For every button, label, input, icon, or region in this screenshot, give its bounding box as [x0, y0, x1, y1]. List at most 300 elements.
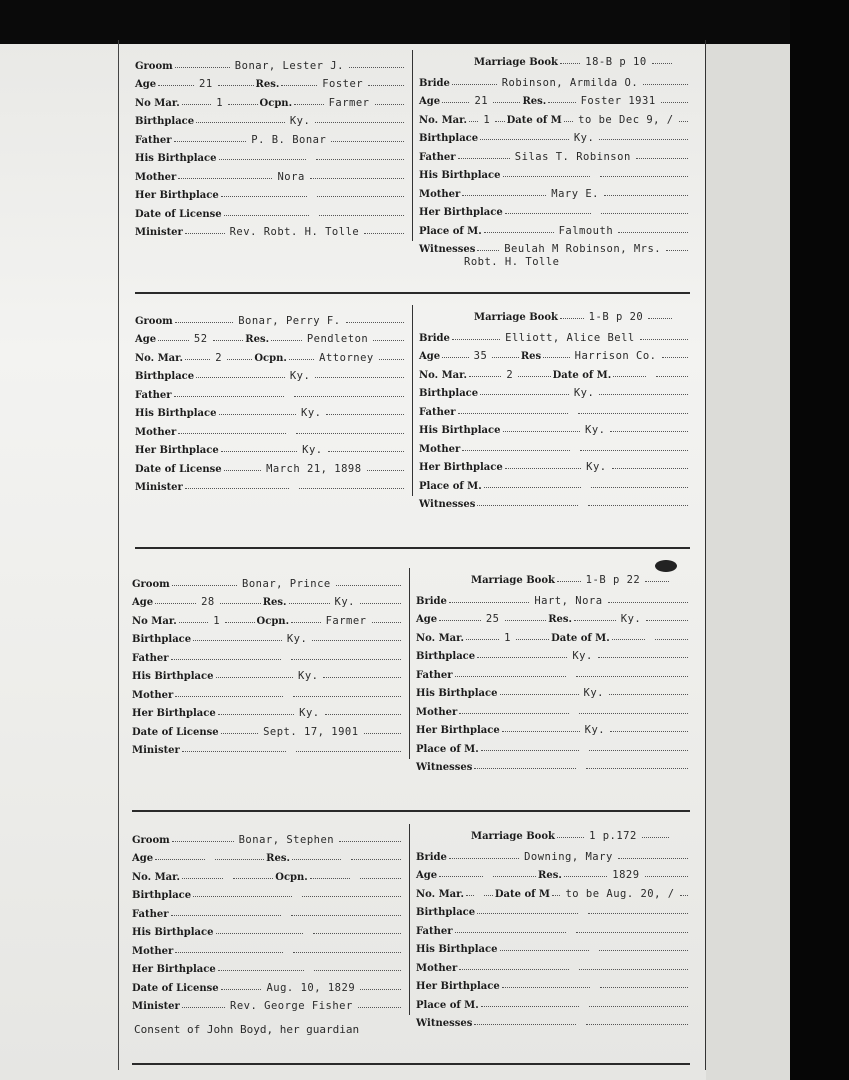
groom-field	[135, 183, 406, 201]
field-label: Birthplace	[135, 371, 195, 383]
field-value: Mary E.	[551, 187, 600, 200]
dotted-leader	[645, 580, 669, 582]
dotted-leader	[368, 84, 404, 86]
field-label: Date of License	[135, 463, 222, 475]
field-value: Bonar, Stephen	[238, 833, 335, 846]
field-value: Foster 1931	[580, 95, 656, 107]
dotted-leader	[462, 194, 546, 196]
dotted-leader	[588, 912, 688, 914]
field-value: Ky.	[302, 444, 323, 457]
dotted-leader	[310, 877, 351, 879]
dotted-leader	[618, 857, 688, 859]
field-label: Date of License	[135, 208, 222, 220]
field-label: Age	[135, 79, 157, 91]
field-label: Age	[135, 334, 157, 346]
field-label: No. Mar.	[416, 632, 464, 644]
dotted-leader	[225, 621, 255, 623]
bride-field	[416, 718, 690, 736]
dotted-leader	[610, 730, 688, 732]
bride-field	[416, 644, 690, 662]
field-label: Mother	[132, 689, 174, 701]
field-label: Father	[132, 908, 169, 920]
field-value: Sept. 17, 1901	[263, 725, 359, 738]
field-value: Pendleton	[306, 333, 369, 346]
dotted-leader	[323, 676, 401, 678]
field-value: to be Aug. 20, /	[565, 887, 675, 900]
field-label: No. Mar.	[419, 369, 467, 381]
bride-field	[419, 71, 690, 89]
field-label: Birthplace	[416, 907, 476, 918]
record-separator	[132, 1063, 690, 1065]
dotted-leader	[636, 157, 688, 159]
field-value: Ky.	[573, 387, 595, 399]
field-value: Ky.	[298, 670, 319, 683]
marriage-book-ref	[471, 568, 671, 586]
dotted-leader	[601, 212, 688, 214]
dotted-leader	[518, 375, 550, 377]
dotted-leader	[618, 231, 688, 233]
bride-field	[419, 455, 690, 473]
book-value: 1 p.172	[589, 830, 637, 842]
groom-field	[132, 976, 403, 994]
field-label: His Birthplace	[132, 927, 214, 939]
groom-field	[132, 865, 403, 883]
bride-field	[419, 474, 690, 492]
dotted-leader	[503, 430, 581, 432]
dotted-leader	[543, 356, 570, 358]
dotted-leader	[289, 358, 314, 360]
field-label: Her Birthplace	[416, 981, 500, 992]
dotted-leader	[502, 986, 590, 988]
field-value: Bonar, Prince	[242, 577, 331, 590]
groom-field	[135, 401, 406, 419]
groom-field	[135, 383, 406, 401]
field-label: Age	[416, 870, 438, 881]
dotted-leader	[679, 120, 688, 122]
field-label: Bride	[416, 595, 447, 607]
bride-field	[419, 237, 690, 255]
dotted-leader	[331, 140, 404, 142]
field-value: Ky.	[289, 115, 311, 128]
dotted-leader	[292, 858, 342, 860]
field-value: Foster	[322, 78, 364, 91]
dotted-leader	[452, 83, 497, 85]
groom-field	[135, 309, 406, 327]
dotted-leader	[316, 158, 404, 160]
field-value: 28	[201, 596, 215, 609]
dotted-leader	[505, 212, 592, 214]
field-label: Mother	[135, 426, 177, 438]
groom-field	[135, 146, 406, 164]
dotted-leader	[314, 969, 401, 971]
dotted-leader	[185, 487, 290, 489]
marriage-book-ref	[474, 50, 674, 68]
dotted-leader	[469, 375, 501, 377]
dotted-leader	[213, 339, 244, 341]
dotted-leader	[216, 932, 304, 934]
groom-field	[135, 475, 406, 493]
field-label: Ocpn.	[254, 352, 287, 364]
dotted-leader	[218, 84, 254, 86]
dotted-leader	[218, 713, 294, 715]
dotted-leader	[599, 138, 688, 140]
dotted-leader	[336, 584, 401, 586]
dotted-leader	[364, 232, 404, 234]
dotted-leader	[586, 767, 688, 769]
dotted-leader	[221, 195, 308, 197]
dotted-leader	[233, 877, 274, 879]
dotted-leader	[315, 121, 404, 123]
field-label: His Birthplace	[132, 671, 214, 683]
bride-field	[416, 900, 690, 918]
field-value: 52	[193, 333, 208, 346]
bride-field	[419, 363, 690, 381]
field-value: Ky.	[286, 633, 308, 646]
bride-field	[416, 755, 690, 773]
dotted-leader	[492, 356, 519, 358]
field-label: His Birthplace	[419, 170, 501, 181]
dotted-leader	[598, 656, 688, 658]
field-label: Groom	[135, 315, 173, 327]
dotted-leader	[182, 750, 287, 752]
field-label: No. Mar.	[419, 114, 467, 126]
dotted-leader	[548, 101, 575, 103]
dotted-leader	[557, 580, 581, 582]
field-value: Ky.	[585, 424, 606, 436]
dotted-leader	[564, 120, 573, 122]
dotted-leader	[484, 894, 492, 896]
dotted-leader	[640, 338, 688, 340]
field-label: Father	[416, 925, 453, 937]
dotted-leader	[185, 232, 225, 234]
field-label: Place of M.	[416, 999, 479, 1011]
groom-field	[132, 883, 403, 901]
dotted-leader	[221, 450, 297, 452]
marriage-book-ref	[471, 824, 671, 842]
field-value: 1829	[612, 869, 640, 881]
bride-field	[419, 182, 690, 200]
record-separator	[132, 810, 690, 812]
record-separator	[135, 547, 690, 549]
dotted-leader	[588, 504, 688, 506]
groom-field	[132, 664, 403, 682]
bride-field	[416, 1011, 690, 1029]
dotted-leader	[155, 858, 205, 860]
dotted-leader	[175, 321, 233, 323]
dotted-leader	[271, 339, 302, 341]
column-divider	[412, 50, 413, 241]
dotted-leader	[171, 658, 281, 660]
dotted-leader	[661, 101, 688, 103]
dotted-leader	[172, 584, 237, 586]
groom-field	[135, 220, 406, 238]
groom-field	[135, 457, 406, 475]
field-label: Groom	[135, 60, 173, 72]
field-value: Ky.	[583, 687, 604, 699]
field-label: Mother	[416, 706, 458, 718]
field-label: Date of License	[132, 726, 219, 738]
dotted-leader	[360, 602, 401, 604]
field-label: Her Birthplace	[135, 445, 219, 457]
bride-field	[419, 400, 690, 418]
field-label: Her Birthplace	[135, 190, 219, 202]
dotted-leader	[328, 450, 404, 452]
dotted-leader	[474, 1023, 576, 1025]
groom-field	[132, 920, 403, 938]
field-label: Ocpn.	[259, 97, 293, 109]
dotted-leader	[220, 602, 261, 604]
field-label: Age	[419, 96, 441, 107]
field-label: Date of M	[506, 114, 562, 126]
bride-field	[416, 845, 690, 863]
dotted-leader	[580, 449, 688, 451]
dotted-leader	[645, 875, 688, 877]
dotted-leader	[291, 914, 401, 916]
dotted-leader	[449, 857, 519, 859]
dotted-leader	[319, 214, 404, 216]
dotted-leader	[219, 413, 297, 415]
dotted-leader	[175, 66, 230, 68]
dotted-leader	[474, 767, 576, 769]
dotted-leader	[179, 621, 209, 623]
dotted-leader	[293, 695, 401, 697]
dotted-leader	[185, 358, 210, 360]
field-label: Groom	[132, 578, 170, 590]
book-value: 18-B p 10	[585, 56, 647, 68]
field-label: Bride	[416, 851, 447, 863]
dotted-leader	[375, 103, 405, 105]
dotted-leader	[610, 430, 688, 432]
field-label: Birthplace	[419, 133, 479, 144]
dotted-leader	[481, 749, 580, 751]
field-value: Aug. 10, 1829	[266, 981, 356, 994]
bride-field	[419, 163, 690, 181]
groom-field	[132, 957, 403, 975]
field-label: Birthplace	[135, 116, 195, 128]
field-value: Ky.	[334, 596, 355, 609]
field-value: 1	[504, 631, 511, 644]
dotted-leader	[455, 931, 567, 933]
field-value: 1	[483, 113, 491, 126]
field-value: Robinson, Armilda O.	[501, 76, 639, 89]
field-value: 21	[199, 78, 213, 91]
bride-field	[416, 882, 690, 900]
groom-field	[135, 91, 406, 109]
field-label: Father	[132, 652, 169, 664]
dotted-leader	[481, 1005, 580, 1007]
dotted-leader	[219, 158, 307, 160]
dotted-leader	[458, 157, 510, 159]
field-label: Witnesses	[419, 244, 476, 255]
dotted-leader	[291, 621, 321, 623]
bride-field	[419, 126, 690, 144]
dotted-leader	[221, 988, 262, 990]
groom-field	[132, 572, 403, 590]
dotted-leader	[552, 894, 560, 896]
dotted-leader	[364, 732, 401, 734]
dotted-leader	[367, 469, 404, 471]
groom-field	[132, 627, 403, 645]
field-value: Bonar, Lester J.	[234, 59, 344, 72]
field-label: Father	[416, 669, 453, 681]
groom-field	[132, 683, 403, 701]
dotted-leader	[599, 949, 688, 951]
field-label: Res.	[245, 334, 270, 346]
field-label: Date of M	[494, 888, 550, 900]
dotted-leader	[224, 469, 261, 471]
dotted-leader	[346, 321, 404, 323]
groom-field	[132, 609, 403, 627]
bride-field	[419, 145, 690, 163]
field-label: His Birthplace	[419, 425, 501, 436]
dotted-leader	[500, 693, 579, 695]
dotted-leader	[224, 214, 309, 216]
groom-field	[135, 128, 406, 146]
dotted-leader	[442, 356, 469, 358]
field-value: 25	[485, 613, 500, 625]
bride-field	[416, 663, 690, 681]
dotted-leader	[680, 894, 688, 896]
field-label: His Birthplace	[135, 408, 217, 420]
field-label: Mother	[416, 962, 458, 974]
book-value: 1-B p 22	[585, 574, 641, 586]
groom-field	[135, 72, 406, 90]
field-label: His Birthplace	[135, 153, 217, 165]
field-value: Elliott, Alice Bell	[505, 331, 635, 344]
dotted-leader	[642, 836, 669, 838]
field-label: No Mar.	[135, 97, 180, 109]
field-label: No Mar.	[132, 615, 177, 627]
dotted-leader	[662, 356, 689, 358]
dotted-leader	[612, 467, 688, 469]
bride-field	[419, 219, 690, 237]
dotted-leader	[193, 639, 282, 641]
ink-blot	[655, 560, 677, 572]
field-value: 2	[506, 368, 514, 381]
book-label: Marriage Book	[474, 57, 558, 68]
field-label: Date of License	[132, 982, 219, 994]
field-label: Age	[132, 853, 154, 865]
field-value: Farmer	[325, 614, 367, 627]
dotted-leader	[484, 231, 554, 233]
dotted-leader	[158, 339, 189, 341]
dotted-leader	[172, 840, 234, 842]
dotted-leader	[171, 914, 281, 916]
dotted-leader	[175, 951, 283, 953]
dotted-leader	[477, 912, 577, 914]
dotted-leader	[175, 695, 283, 697]
field-label: Groom	[132, 834, 170, 846]
dotted-leader	[291, 658, 401, 660]
book-label: Marriage Book	[471, 831, 555, 842]
field-label: Res.	[262, 597, 287, 609]
field-value: 21	[474, 95, 489, 107]
field-label: Father	[419, 151, 456, 163]
dotted-leader	[312, 639, 401, 641]
dotted-leader	[480, 138, 569, 140]
dotted-leader	[360, 877, 401, 879]
dotted-leader	[358, 1006, 401, 1008]
field-label: Res.	[266, 853, 290, 865]
field-value: Ky.	[584, 724, 606, 736]
field-value: March 21, 1898	[266, 462, 362, 475]
dotted-leader	[218, 969, 305, 971]
dotted-leader	[459, 712, 568, 714]
field-value: Falmouth	[558, 224, 614, 237]
scan-border-top	[0, 0, 849, 44]
consent-note: Consent of John Boyd, her guardian	[134, 1023, 360, 1036]
field-value: Nora	[277, 170, 305, 183]
dotted-leader	[294, 103, 324, 105]
dotted-leader	[281, 84, 317, 86]
field-label: Ocpn.	[256, 615, 290, 627]
field-value: Ky.	[572, 650, 593, 662]
dotted-leader	[503, 175, 591, 177]
bride-field	[419, 326, 690, 344]
dotted-leader	[608, 601, 688, 603]
dotted-leader	[462, 449, 570, 451]
bride-field	[416, 974, 690, 992]
dotted-leader	[439, 875, 482, 877]
dotted-leader	[646, 619, 688, 621]
dotted-leader	[325, 713, 401, 715]
field-label: Age	[132, 597, 154, 609]
dotted-leader	[439, 619, 481, 621]
groom-field	[135, 364, 406, 382]
bride-field	[416, 919, 690, 937]
field-label: Age	[419, 351, 441, 362]
dotted-leader	[574, 619, 616, 621]
dotted-leader	[455, 675, 567, 677]
dotted-leader	[576, 675, 688, 677]
dotted-leader	[216, 676, 294, 678]
field-label: No. Mar.	[135, 352, 183, 364]
dotted-leader	[600, 986, 688, 988]
dotted-leader	[178, 432, 286, 434]
dotted-leader	[182, 877, 223, 879]
dotted-leader	[612, 638, 645, 640]
field-value: 1	[213, 614, 221, 627]
bride-field	[416, 589, 690, 607]
dotted-leader	[591, 486, 688, 488]
bride-field	[416, 681, 690, 699]
groom-field	[132, 738, 403, 756]
field-value: Silas T. Robinson	[514, 150, 631, 163]
groom-field	[132, 646, 403, 664]
groom-field	[132, 994, 403, 1012]
dotted-leader	[221, 732, 258, 734]
dotted-leader	[495, 120, 504, 122]
dotted-leader	[493, 875, 536, 877]
dotted-leader	[310, 177, 404, 179]
field-value: Ky.	[301, 407, 322, 420]
field-label: Birthplace	[419, 388, 479, 399]
field-label: Father	[135, 389, 172, 401]
bride-field	[416, 937, 690, 955]
dotted-leader	[299, 487, 404, 489]
field-label: Date of M.	[552, 369, 612, 381]
dotted-leader	[379, 358, 404, 360]
dotted-leader	[600, 175, 688, 177]
dotted-leader	[296, 432, 404, 434]
field-label: Bride	[419, 332, 450, 344]
field-value: Ky.	[573, 132, 595, 144]
record-separator	[135, 292, 690, 294]
groom-field	[135, 327, 406, 345]
bride-field	[419, 89, 690, 107]
book-label: Marriage Book	[474, 312, 558, 323]
field-label: Res.	[548, 614, 573, 625]
